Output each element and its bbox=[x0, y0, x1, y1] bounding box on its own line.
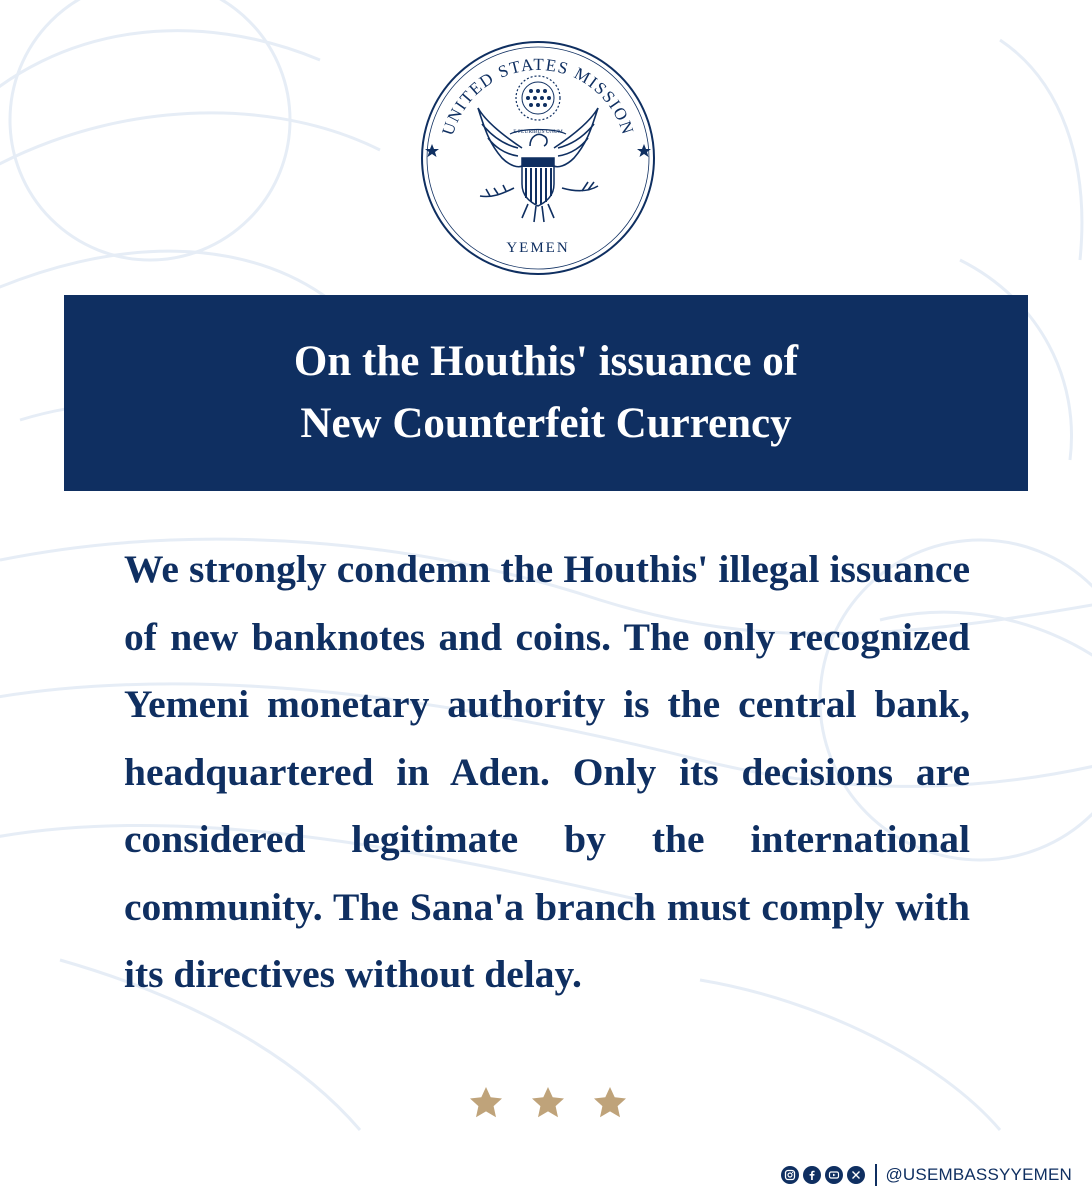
footer-divider bbox=[875, 1164, 877, 1186]
seal-motto: E PLURIBUS UNUM bbox=[513, 129, 563, 135]
statement-text: We strongly condemn the Houthis' illegal issuance of new banknotes and coins. The only recognized Yemeni monetary authority is the central bank, headquartered in Aden. Only its decisions are considered legitimate by the international community. The Sana'a branch must comply with its directives without delay. bbox=[124, 547, 970, 996]
social-footer bbox=[781, 1162, 1072, 1188]
star-icon bbox=[532, 1087, 564, 1117]
star-icon bbox=[470, 1087, 502, 1117]
seal-top-text: UNITED STATES MISSION bbox=[438, 54, 638, 138]
star-icon bbox=[594, 1087, 626, 1117]
title-banner bbox=[64, 295, 1028, 491]
x-icon[interactable] bbox=[847, 1166, 865, 1184]
title-line-1: On the Houthis' issuance of bbox=[293, 338, 799, 385]
title-line-2: New Counterfeit Currency bbox=[300, 400, 792, 447]
instagram-icon[interactable] bbox=[781, 1166, 799, 1184]
facebook-icon[interactable] bbox=[803, 1166, 821, 1184]
seal-bottom-text: YEMEN bbox=[506, 240, 570, 256]
social-handle[interactable]: @USEMBASSYYEMEN bbox=[885, 1165, 1072, 1184]
embassy-seal bbox=[418, 38, 658, 278]
youtube-icon[interactable] bbox=[825, 1166, 843, 1184]
decorative-stars bbox=[466, 1083, 630, 1127]
